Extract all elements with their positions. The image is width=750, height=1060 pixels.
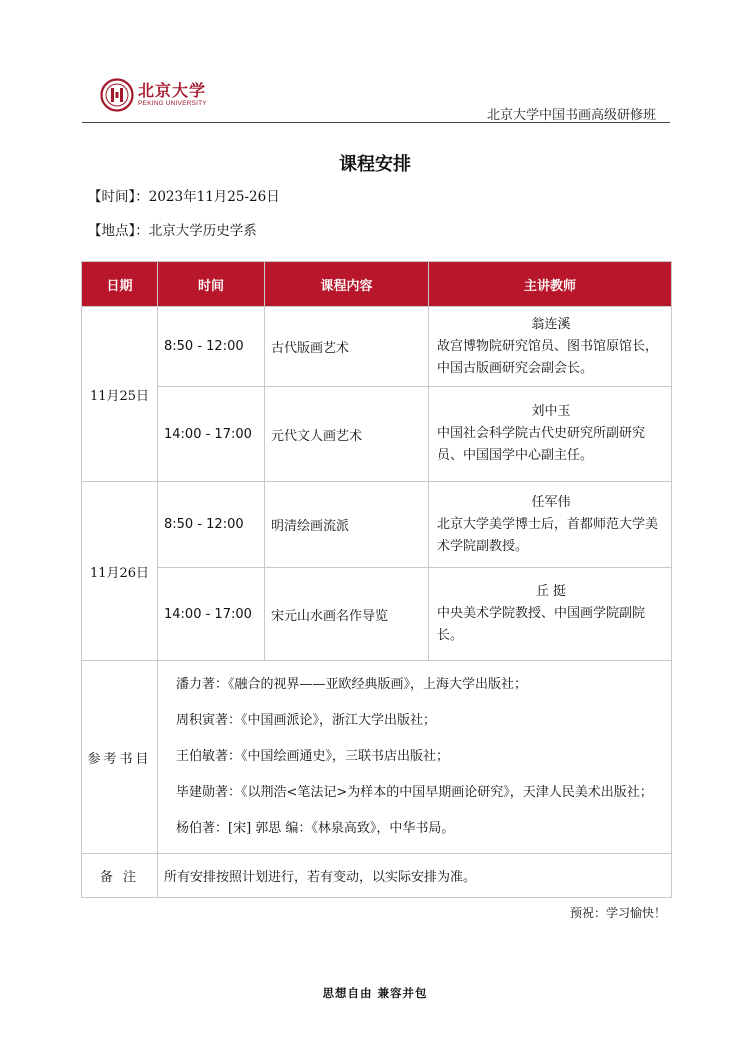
reference-item: 周积寅著：《中国画派论》，浙江大学出版社；	[176, 713, 437, 728]
teacher-cell	[429, 307, 672, 387]
teacher-cell	[429, 387, 672, 482]
time-value: 2023年11月25-26日	[148, 189, 280, 205]
time-cell: 14:00 - 17:00	[158, 568, 265, 661]
time-cell: 8:50 - 12:00	[158, 307, 265, 387]
info-time	[88, 185, 280, 205]
course-cell: 明清绘画流派	[265, 482, 429, 568]
table-row	[82, 387, 672, 482]
time-cell: 14:00 - 17:00	[158, 387, 265, 482]
logo-chinese-name: 北京大学	[138, 81, 207, 100]
table-row	[82, 482, 672, 568]
header-time: 时间	[158, 262, 265, 307]
course-cell: 古代版画艺术	[265, 307, 429, 387]
program-title: 北京大学中国书画高级研修班	[486, 108, 656, 123]
header-divider	[82, 122, 670, 123]
place-value: 北京大学历史学系	[148, 223, 257, 239]
closing-wish: 预祝：学习愉快！	[569, 906, 666, 920]
teacher-bio: 中国社会科学院古代史研究所副研究员、中国国学中心副主任。	[437, 426, 646, 463]
table-row	[82, 307, 672, 387]
teacher-bio: 故宫博物院研究馆员、图书馆原馆长，中国古版画研究会副会长。	[437, 338, 659, 376]
teacher-cell	[429, 482, 672, 568]
header-teacher: 主讲教师	[429, 262, 672, 307]
logo-english-name: PEKING UNIVERSITY	[138, 100, 207, 107]
teacher-name: 刘中玉	[531, 404, 571, 419]
note-label: 备 注	[82, 854, 158, 898]
pku-seal-icon	[100, 78, 134, 112]
note-text: 所有安排按照计划进行，若有变动，以实际安排为准。	[158, 854, 672, 898]
references-row	[82, 661, 672, 854]
info-place	[88, 219, 257, 239]
footer-motto: 思想自由 兼容并包	[322, 986, 428, 1000]
note-row	[82, 854, 672, 898]
course-cell: 宋元山水画名作导览	[265, 568, 429, 661]
pku-logo	[100, 78, 210, 114]
date-cell: 11月26日	[82, 482, 158, 661]
table-row	[82, 568, 672, 661]
course-cell: 元代文人画艺术	[265, 387, 429, 482]
header-date: 日期	[82, 262, 158, 307]
time-cell: 8:50 - 12:00	[158, 482, 265, 568]
schedule-table	[81, 261, 672, 898]
teacher-name: 任军伟	[531, 494, 571, 510]
teacher-name: 丘 挺	[535, 584, 567, 599]
place-label: 【地点】：	[88, 223, 149, 239]
references-label: 参考书目	[82, 661, 158, 854]
teacher-bio: 中央美术学院教授、中国画学院副院长。	[437, 606, 646, 643]
reference-item: 毕建勋著：《以荆浩<笔法记>为样本的中国早期画论研究》，天津人民美术出版社；	[176, 785, 653, 800]
time-label: 【时间】：	[88, 189, 149, 205]
page-title: 课程安排	[339, 154, 411, 175]
reference-item: 潘力著：《融合的视界——亚欧经典版画》，上海大学出版社；	[176, 677, 528, 692]
teacher-bio: 北京大学美学博士后，首都师范大学美术学院副教授。	[437, 516, 659, 554]
date-cell: 11月25日	[82, 307, 158, 482]
header-content: 课程内容	[265, 262, 429, 307]
teacher-cell	[429, 568, 672, 661]
teacher-name: 翁连溪	[531, 316, 571, 332]
reference-item: 王伯敏著：《中国绘画通史》，三联书店出版社；	[176, 749, 450, 764]
references-list	[158, 661, 672, 854]
table-header-row	[82, 262, 672, 307]
reference-item: 杨伯著：[宋] 郭思 编：《林泉高致》，中华书局。	[176, 821, 455, 836]
